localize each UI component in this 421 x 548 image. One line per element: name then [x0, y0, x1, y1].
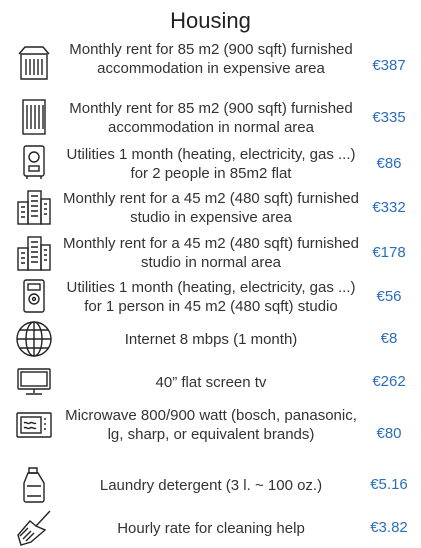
list-item	[0, 364, 421, 402]
item-price: €332	[372, 199, 406, 216]
list-item	[0, 464, 421, 506]
item-price: €56	[376, 288, 402, 305]
list-item	[0, 276, 421, 318]
item-description: Utilities 1 month (heating, electricity, gas ...) for 1 person in 45 m2 (480 sqft) studio	[66, 279, 356, 315]
item-description: Monthly rent for 85 m2 (900 sqft) furnished accommodation in expensive area	[69, 41, 353, 77]
list-item	[0, 320, 421, 360]
item-price: €3.82	[370, 519, 408, 536]
item-price: €262	[372, 373, 406, 390]
item-description: 40” flat screen tv	[155, 374, 267, 391]
globe-icon	[14, 320, 54, 358]
item-description: Microwave 800/900 watt (bosch, panasonic, lg, sharp, or equivalent brands)	[65, 407, 357, 443]
section-title: Housing	[170, 8, 251, 33]
list-item	[0, 232, 421, 274]
list-item	[0, 508, 421, 548]
item-price: €86	[376, 155, 402, 172]
item-description: Monthly rent for a 45 m2 (480 sqft) furnished studio in normal area	[63, 235, 359, 271]
item-price: €178	[372, 244, 406, 261]
list-item	[0, 186, 421, 230]
apartment-building-icon	[14, 44, 54, 80]
tv-icon	[14, 366, 54, 398]
apartment-building-icon	[14, 98, 54, 136]
utility-meter-icon	[14, 278, 54, 314]
item-price: €8	[380, 330, 398, 347]
list-item	[0, 40, 421, 94]
list-item	[0, 142, 421, 184]
list-item	[0, 96, 421, 140]
item-description: Monthly rent for 85 m2 (900 sqft) furnished accommodation in normal area	[69, 100, 353, 136]
item-description: Hourly rate for cleaning help	[117, 520, 305, 537]
list-item	[0, 404, 421, 462]
item-description: Internet 8 mbps (1 month)	[124, 331, 298, 348]
studio-buildings-icon	[14, 188, 54, 226]
broom-icon	[14, 508, 54, 548]
item-price: €5.16	[370, 476, 408, 493]
item-price: €387	[372, 57, 406, 74]
studio-buildings-icon	[14, 234, 54, 272]
item-price: €335	[372, 109, 406, 126]
item-description: Laundry detergent (3 l. ~ 100 oz.)	[99, 477, 323, 494]
item-description: Monthly rent for a 45 m2 (480 sqft) furnished studio in expensive area	[63, 190, 359, 226]
utility-meter-icon	[14, 144, 54, 180]
item-description: Utilities 1 month (heating, electricity, gas ...) for 2 people in 85m2 flat	[66, 146, 356, 182]
item-price: €80	[376, 425, 402, 442]
detergent-bottle-icon	[14, 466, 54, 504]
microwave-icon	[14, 410, 54, 440]
